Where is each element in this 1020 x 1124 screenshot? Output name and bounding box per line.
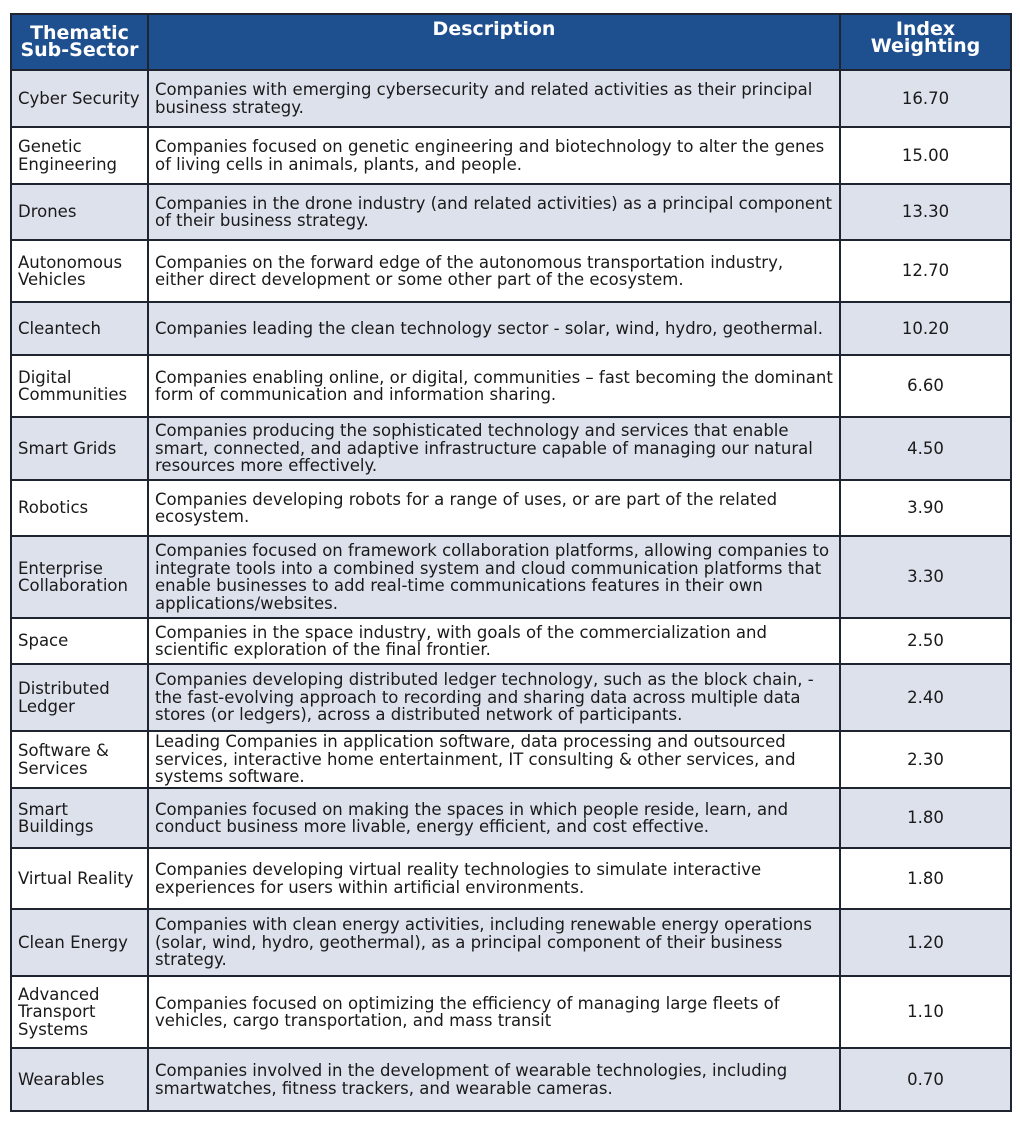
description-cell: Companies producing the sophisticated technology and services that enable smart, connected, and adaptive infrastructure capable of managing our natural resources more effectively. [148,417,840,480]
weighting-cell: 1.20 [840,909,1011,976]
table-row [11,788,1011,848]
weighting-cell: 10.20 [840,302,1011,355]
weighting-cell: 15.00 [840,127,1011,184]
weighting-cell: 3.90 [840,480,1011,536]
weighting-cell: 3.30 [840,536,1011,618]
table-row [11,909,1011,976]
description-cell: Leading Companies in application software, data processing and outsourced services, interactive home entertainment, IT consulting & other services, and systems software. [148,731,840,788]
subsector-cell: Digital Communities [11,355,148,417]
header-row [11,14,1011,70]
table-row [11,536,1011,618]
subsector-cell: Cyber Security [11,70,148,127]
table-row [11,70,1011,127]
weighting-cell: 12.70 [840,240,1011,302]
subsector-cell: Advanced Transport Systems [11,976,148,1048]
table-body [11,70,1011,1111]
weighting-cell: 1.80 [840,848,1011,909]
table-row [11,976,1011,1048]
description-cell: Companies in the drone industry (and related activities) as a principal component of their business strategy. [148,184,840,240]
weighting-cell: 2.40 [840,664,1011,731]
weighting-cell: 0.70 [840,1048,1011,1111]
subsector-cell: Smart Buildings [11,788,148,848]
table-row [11,240,1011,302]
subsector-cell: Virtual Reality [11,848,148,909]
header-subsector [11,14,148,70]
weighting-cell: 16.70 [840,70,1011,127]
header-weighting: Index Weighting [840,14,1011,70]
table-row [11,417,1011,480]
description-cell: Companies leading the clean technology sector - solar, wind, hydro, geothermal. [148,302,840,355]
description-cell: Companies focused on genetic engineering and biotechnology to alter the genes of living cells in animals, plants, and people. [148,127,840,184]
table-row [11,848,1011,909]
subsector-cell: Autonomous Vehicles [11,240,148,302]
weighting-cell: 2.50 [840,618,1011,664]
weighting-cell: 1.10 [840,976,1011,1048]
weighting-cell: 2.30 [840,731,1011,788]
weighting-cell: 6.60 [840,355,1011,417]
table-row [11,355,1011,417]
header-subsector-label: Thematic Sub-Sector [20,22,139,61]
description-cell: Companies on the forward edge of the autonomous transportation industry, either direct development or some other part of the ecosystem. [148,240,840,302]
description-cell: Companies focused on framework collaboration platforms, allowing companies to integrate tools into a combined system and cloud communication platforms that enable businesses to add real-time communications features in their own applications/websites. [148,536,840,618]
header-description: Description [148,14,840,70]
subsector-cell: Genetic Engineering [11,127,148,184]
subsector-cell: Wearables [11,1048,148,1111]
description-cell: Companies with clean energy activities, including renewable energy operations (solar, wind, hydro, geothermal), as a principal component of their business strategy. [148,909,840,976]
subsector-cell: Robotics [11,480,148,536]
weighting-cell: 4.50 [840,417,1011,480]
description-cell: Companies focused on optimizing the efficiency of managing large fleets of vehicles, cargo transportation, and mass transit [148,976,840,1048]
subsector-cell: Cleantech [11,302,148,355]
description-cell: Companies developing virtual reality technologies to simulate interactive experiences for users within artificial environments. [148,848,840,909]
description-cell: Companies with emerging cybersecurity and related activities as their principal business strategy. [148,70,840,127]
description-cell: Companies focused on making the spaces in which people reside, learn, and conduct business more livable, energy efficient, and cost effective. [148,788,840,848]
weighting-cell: 1.80 [840,788,1011,848]
subsector-cell: Smart Grids [11,417,148,480]
table-row [11,731,1011,788]
description-cell: Companies developing robots for a range of uses, or are part of the related ecosystem. [148,480,840,536]
description-cell: Companies enabling online, or digital, communities – fast becoming the dominant form of communication and information sharing. [148,355,840,417]
table-row [11,127,1011,184]
table-row [11,618,1011,664]
table-row [11,664,1011,731]
subsector-cell: Distributed Ledger [11,664,148,731]
subsector-cell: Clean Energy [11,909,148,976]
subsector-cell: Space [11,618,148,664]
subsector-cell: Drones [11,184,148,240]
table-row [11,480,1011,536]
table-row [11,302,1011,355]
description-cell: Companies in the space industry, with goals of the commercialization and scientific exploration of the final frontier. [148,618,840,664]
subsector-cell: Software & Services [11,731,148,788]
description-cell: Companies developing distributed ledger technology, such as the block chain, - the fast-evolving approach to recording and sharing data across multiple data stores (or ledgers), across a distributed network of participants. [148,664,840,731]
table-row [11,1048,1011,1111]
weighting-cell: 13.30 [840,184,1011,240]
table-row [11,184,1011,240]
subsector-cell: Enterprise Collaboration [11,536,148,618]
description-cell: Companies involved in the development of wearable technologies, including smartwatches, fitness trackers, and wearable cameras. [148,1048,840,1111]
thematic-subsector-table [10,13,1012,1112]
